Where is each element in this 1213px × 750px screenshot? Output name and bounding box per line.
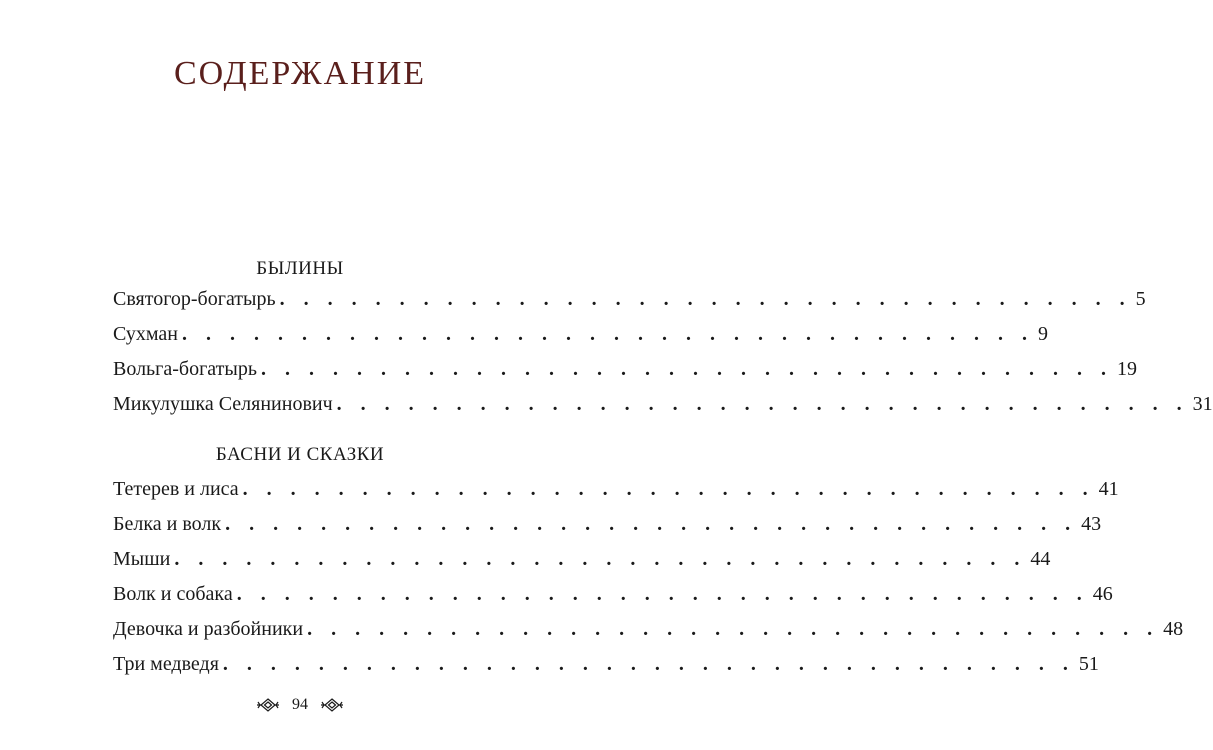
section-heading-basni-i-skazki: БАСНИ И СКАЗКИ — [215, 444, 385, 465]
dot-leader: . . . . . . . . . . . . . . . . . . . . . . . . . . . . . . . . . . . . — [174, 548, 1027, 570]
toc-entry-page: 41 — [1098, 478, 1119, 500]
dot-leader: . . . . . . . . . . . . . . . . . . . . . . . . . . . . . . . . . . . . — [279, 288, 1132, 310]
toc-entry-page: 5 — [1135, 288, 1146, 310]
toc-entry-title: Девочка и разбойники — [113, 618, 304, 640]
toc-entry-title: Святогор-богатырь — [113, 288, 276, 310]
toc-list-basni — [113, 478, 1184, 688]
toc-entry-title: Три медведя — [113, 653, 219, 675]
toc-entry-page: 9 — [1037, 323, 1048, 345]
toc-entry-title: Сухман — [113, 323, 178, 345]
toc-entry-title: Микулушка Селянинович — [113, 393, 333, 415]
dot-leader: . . . . . . . . . . . . . . . . . . . . . . . . . . . . . . . . . . . . — [242, 478, 1095, 500]
toc-entry-page: 31 — [1192, 393, 1213, 415]
toc-entry-title: Тетерев и лиса — [113, 478, 239, 500]
toc-list-byliny — [113, 288, 1213, 428]
toc-entry-page: 51 — [1078, 653, 1099, 675]
dot-leader: . . . . . . . . . . . . . . . . . . . . . . . . . . . . . . . . . . . . — [307, 618, 1160, 640]
toc-entry-page: 43 — [1081, 513, 1102, 535]
dot-leader: . . . . . . . . . . . . . . . . . . . . . . . . . . . . . . . . . . . . — [181, 323, 1034, 345]
toc-entry-title: Белка и волк — [113, 513, 222, 535]
toc-entry-title: Волк и собака — [113, 583, 233, 605]
toc-entry[interactable] — [113, 323, 1048, 358]
toc-entry[interactable] — [113, 358, 1137, 393]
page-number: 94 — [292, 696, 308, 713]
dot-leader: . . . . . . . . . . . . . . . . . . . . . . . . . . . . . . . . . . . . — [336, 393, 1189, 415]
section-heading-byliny: БЫЛИНЫ — [256, 258, 344, 279]
dot-leader: . . . . . . . . . . . . . . . . . . . . . . . . . . . . . . . . . . . . — [260, 358, 1113, 380]
toc-entry[interactable] — [113, 288, 1146, 323]
toc-entry-page: 48 — [1163, 618, 1184, 640]
toc-entry[interactable] — [113, 618, 1184, 653]
ornament-icon — [256, 698, 280, 712]
dot-leader: . . . . . . . . . . . . . . . . . . . . . . . . . . . . . . . . . . . . — [222, 653, 1075, 675]
toc-entry[interactable] — [113, 653, 1099, 688]
dot-leader: . . . . . . . . . . . . . . . . . . . . . . . . . . . . . . . . . . . . — [225, 513, 1078, 535]
toc-entry-page: 19 — [1116, 358, 1137, 380]
toc-entry-title: Вольга-богатырь — [113, 358, 257, 380]
page-footer — [0, 696, 600, 714]
toc-entry-page: 44 — [1030, 548, 1051, 570]
toc-entry[interactable] — [113, 583, 1113, 618]
toc-entry[interactable] — [113, 393, 1213, 428]
toc-entry[interactable] — [113, 513, 1102, 548]
toc-entry[interactable] — [113, 478, 1119, 513]
toc-entry-page: 46 — [1092, 583, 1113, 605]
ornament-icon — [320, 698, 344, 712]
dot-leader: . . . . . . . . . . . . . . . . . . . . . . . . . . . . . . . . . . . . — [236, 583, 1089, 605]
page-title: СОДЕРЖАНИЕ — [173, 55, 427, 92]
toc-entry-title: Мыши — [113, 548, 171, 570]
toc-entry[interactable] — [113, 548, 1051, 583]
